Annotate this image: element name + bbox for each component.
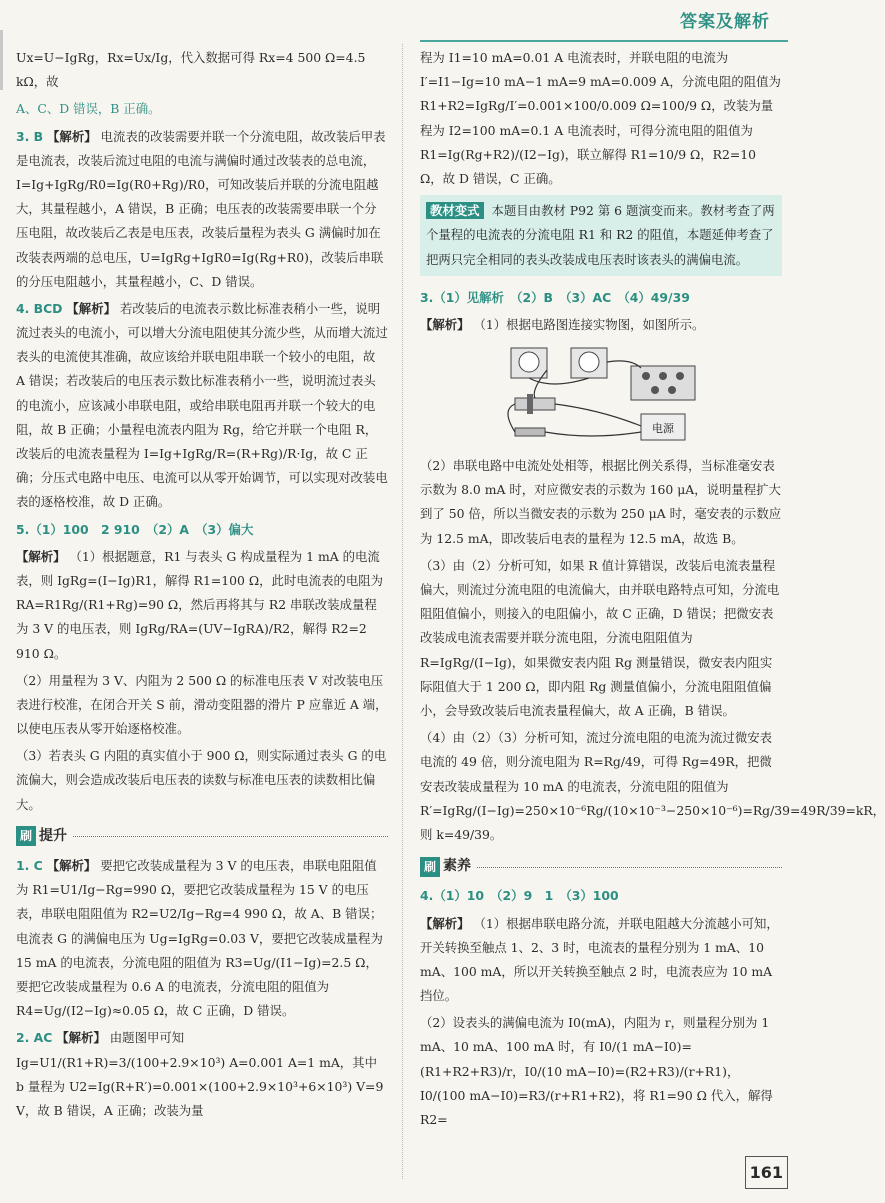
page-header-title: 答案及解析	[680, 12, 770, 32]
rheostat-slider	[527, 394, 533, 414]
analysis-text: （1）根据题意，R1 与表头 G 构成量程为 1 mA 的电流表，则 IgRg=(I−Ig)R1，解得 R1=100 Ω，此时电流表的电阻为 RA=R1Rg/(R1+Rg)=90 Ω，然后再将其与 R2 串联改装成量程为 3 V 的电压表，则 IgRg/RA=(UV−IgRA)/R2，解得 R2=2 910 Ω。	[16, 548, 384, 661]
knob	[651, 386, 659, 394]
analysis-text: （2）串联电路中电流处处相等，根据比例关系得，当标准毫安表示数为 8.0 mA 时，对应微安表的示数为 160 μA，说明量程扩大到了 50 倍，所以当微安表的示数为 250 μA 时，毫安表的示数应为 12.5 mA，即改装后电表的量程为 12.5 mA，故选 B。	[420, 458, 782, 546]
analysis-text: （2）用量程为 3 V、内阻为 2 500 Ω 的标准电压表 V 对改装电压表进行校准，在闭合开关 S 前，滑动变阻器的滑片 P 应靠近 A 端，以使电压表从零开始逐格校准。	[16, 672, 388, 737]
analysis-text: 程为 I1=10 mA=0.01 A 电流表时，并联电阻的电流为 I′=I1−Ig=10 mA−1 mA=9 mA=0.009 A，分流电阻的阻值为 R1+R2=IgRg/I′=0.001×100/0.009 Ω=100/9 Ω，改装为量程为 I2=100 mA=0.1 A 电流表时，可得分流电阻的阻值为 R1=Ig(Rg+R2)/(I2−Ig)，联立解得 R1=10/9 Ω，R2=10 Ω，故 D 错误，C 正确。	[420, 50, 781, 186]
analysis-tag: 【解析】	[16, 548, 66, 564]
binding-edge	[0, 30, 3, 90]
section-badge: 刷	[420, 857, 440, 877]
column-divider	[402, 44, 403, 1179]
question-number: 2. AC	[16, 1030, 53, 1046]
battery-label: 电源	[652, 422, 674, 436]
section-header-suyang	[420, 853, 782, 880]
switch	[515, 428, 545, 436]
answer-line: A、C、D 错误，B 正确。	[16, 101, 161, 117]
question-2	[16, 1026, 388, 1123]
question-3	[16, 125, 388, 294]
callout-text: 本题目由教材 P92 第 6 题演变而来。教材考查了两个量程的电流表的分流电阻 R1 和 R2 的阻值，本题延伸考查了把两只完全相同的表头改装成电压表时该表头的满偏电流。	[426, 203, 775, 267]
header-rule	[420, 40, 788, 42]
knob	[642, 372, 650, 380]
page-number: 161	[745, 1156, 788, 1189]
analysis-tag: 【解析】	[56, 1030, 106, 1046]
analysis-text: （4）由（2）（3）分析可知，流过分流电阻的电流为流过微安表电流的 49 倍，则分流电阻为 R=Rg/49，可得 Rg=49R，把微安表改装成量程为 10 mA 的电流表，分流电阻的阻值为 R′=IgRg/(I−Ig)=250×10⁻⁶Rg/(10×10⁻³−250×10⁻⁶)=Rg/39=49R/39=kR，则 k=49/39。	[420, 730, 885, 842]
question-number: 5.（1）100 2 910 （2）A （3）偏大	[16, 521, 254, 537]
question-number: 1. C	[16, 858, 43, 874]
question-4-analysis	[420, 912, 782, 1009]
analysis-text: （2）设表头的满偏电流为 I0(mA)，内阻为 r，则量程分别为 1 mA、10 mA、100 mA 时，有 I0/(1 mA−I0)=(R1+R2+R3)/r，I0/(10 mA−I0)=(R2+R3)/(r+R1)，I0/(100 mA−I0)=R3/(r+R1+R2)，将 R1=90 Ω 代入，解得 R2=	[420, 1015, 773, 1128]
right-column	[420, 46, 885, 1135]
section-badge: 刷	[16, 826, 36, 846]
question-3-analysis	[420, 313, 782, 337]
question-number: 4.（1）10 （2）9 1 （3）100	[420, 888, 619, 904]
rheostat	[515, 398, 555, 410]
analysis-text: 要把它改装成量程为 3 V 的电压表，串联电阻阻值为 R1=U1/Ig−Rg=990 Ω，要把它改装成量程为 15 V 的电压表，串联电阻阻值为 R2=U2/Ig−Rg=4 990 Ω，故 A、B 错误；电流表 G 的满偏电压为 Ug=IgRg=0.03 V，要把它改装成量程为 15 mA 的电流表，分流电阻的阻值为 R3=Ug/(I1−Ig)=2.5 Ω，要把它改装成量程为 0.6 A 的电流表，分流电阻的阻值为 R4=Ug/(I2−Ig)≈0.05 Ω，故 C 正确，D 错误。	[16, 858, 383, 1019]
analysis-tag: 【解析】	[420, 316, 470, 332]
knob	[676, 372, 684, 380]
analysis-text: 由题图甲可知 Ig=U1/(R1+R)=3/(100+2.9×10³) A=0.001 A=1 mA，其中 b 量程为 U2=Ig(R+R′)=0.001×(100+2.9×10³+6×10³) V=9 V，故 B 错误，A 正确；改装为量	[16, 1030, 384, 1118]
meter-dial	[519, 352, 539, 372]
meter-dial	[579, 352, 599, 372]
formula-line: Ux=U−IgRg，Rx=Ux/Ig，代入数据可得 Rx=4 500 Ω=4.5 kΩ，故	[16, 50, 366, 90]
analysis-text: （3）若表头 G 内阻的真实值小于 900 Ω，则实际通过表头 G 的电流偏大，则会造成改装后电压表的读数与标准电压表的读数相比偏大。	[16, 748, 387, 812]
question-5	[16, 545, 388, 666]
knob	[668, 386, 676, 394]
analysis-tag: 【解析】	[47, 128, 97, 144]
question-number: 4. BCD	[16, 300, 63, 316]
section-header-tisheng	[16, 823, 388, 850]
question-1	[16, 854, 388, 1023]
section-rule	[73, 835, 388, 837]
left-column	[16, 46, 388, 1126]
analysis-text: （1）根据串联电路分流，并联电阻越大分流越小可知，开关转换至触点 1、2、3 时，电流表的量程分别为 1 mA、10 mA、100 mA，所以开关转换至触点 2 时，电流表应为 10 mA 挡位。	[420, 915, 779, 1004]
knob	[659, 372, 667, 380]
resistance-box	[631, 366, 695, 400]
analysis-text: 电流表的改装需要并联一个分流电阻，故改装后甲表是电流表，改装后流过电阻的电流与满偏时通过改装表的总电流，I=Ig+IgRg/R0=Ig(R0+Rg)/R0，可知改装后并联的分流电阻越大，其量程越小，A 错误，B 正确；电压表的改装需要串联一个分压电阻，故改装后乙表是电压表，改装后量程为表头 G 满偏时加在改装表两端的总电压，U=IgRg+IgR0=Ig(Rg+R0)，改装后串联的分压电阻越小，其量程越小，C、D 错误。	[16, 128, 386, 289]
section-rule	[477, 866, 782, 868]
analysis-tag: 【解析】	[46, 858, 97, 874]
section-title: 素养	[443, 858, 471, 875]
circuit-diagram	[491, 340, 711, 450]
analysis-tag: 【解析】	[66, 300, 116, 316]
question-number: 3. B	[16, 128, 44, 144]
section-title: 提升	[39, 827, 67, 844]
callout-tag: 教材变式	[426, 202, 484, 219]
question-4	[16, 297, 388, 515]
textbook-variant-callout	[420, 195, 782, 276]
analysis-text: （1）根据电路图连接实物图，如图所示。	[473, 316, 705, 332]
analysis-text: 若改装后的电流表示数比标准表稍小一些，说明流过表头的电流小，可以增大分流电阻使其分流少些，从而增大流过表头的电流使其准确，故应该给并联电阻串联一个较小的电阻，故 A 错误；若改装后的电压表示数比标准表稍小一些，说明流过表头的电流小，应该减小串联电阻，或给串联电阻再并联一个较大的电阻，故 B 正确；小量程电流表内阻为 Rg，给它并联一个电阻 R，改装后的电流表量程为 I=Ig+IgRg/R=(R+Rg)/R·Ig，故 C 正确；分压式电路中电压、电流可以从零开始调节，可以实现对改装电表的逐格校准，故 D 正确。	[16, 300, 388, 510]
analysis-text: （3）由（2）分析可知，如果 R 值计算错误，改装后电流表量程偏大，则流过分流电阻的电流偏大，由并联电路特点可知，分流电阻阻值偏小，则接入的电阻偏小，故 C 正确，D 错误；把微安表改装成电流表需要并联分流电阻，分流电阻阻值为 R=IgRg/(I−Ig)，如果微安表内阻 Rg 测量错误，微安表内阻实际阻值大于 1 200 Ω，即内阻 Rg 测量值偏小，分流电阻阻值偏小，会导致改装后电流表量程偏大，故 A 正确，B 错误。	[420, 557, 780, 718]
analysis-tag: 【解析】	[420, 915, 470, 931]
question-number: 3.（1）见解析 （2）B （3）AC （4）49/39	[420, 289, 690, 305]
